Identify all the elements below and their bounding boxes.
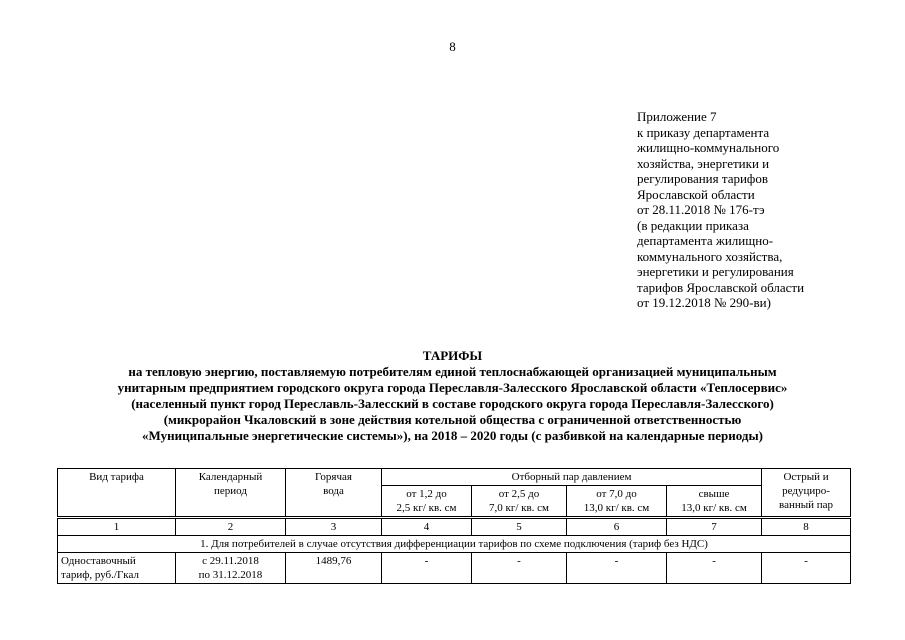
column-number: 7 — [667, 518, 762, 536]
header-hot-water: Горячая вода — [286, 469, 382, 518]
appendix-line: департамента жилищно- — [637, 233, 774, 248]
section-row — [58, 536, 851, 553]
cell-steam-1: - — [382, 553, 472, 584]
cell-tariff-type: Одноставочный тариф, руб./Гкал — [58, 553, 176, 584]
title-line: унитарным предприятием городского округа города Переславля-Залесского Ярославской области «Теплосервис» — [117, 380, 788, 395]
appendix-line: энергетики и регулирования — [637, 264, 794, 279]
column-number: 1 — [58, 518, 176, 536]
cell-steam-2: - — [472, 553, 567, 584]
document-title — [0, 348, 905, 444]
cell-sharp-steam: - — [762, 553, 851, 584]
appendix-line: Ярославской области — [637, 186, 755, 202]
appendix-line: (в редакции приказа — [637, 217, 749, 233]
cell-steam-4: - — [667, 553, 762, 584]
table-row — [58, 553, 851, 584]
appendix-line: Приложение 7 — [637, 109, 717, 124]
header-row — [58, 469, 851, 486]
section-title: 1. Для потребителей в случае отсутствия дифференциации тарифов по схеме подключения (тариф без НДС) — [58, 536, 851, 553]
column-number: 3 — [286, 518, 382, 536]
appendix-line: к приказу департамента — [637, 124, 770, 140]
appendix-line: от 19.12.2018 № 290-ви) — [637, 295, 771, 310]
cell-hot-water: 1489,76 — [286, 553, 382, 584]
appendix-line: жилищно-коммунального — [637, 140, 780, 155]
appendix-line: хозяйства, энергетики и — [637, 155, 770, 171]
cell-steam-3: - — [567, 553, 667, 584]
appendix-line: от 28.11.2018 № 176-тэ — [637, 202, 765, 217]
header-period: Календарный период — [176, 469, 286, 518]
page-number: 8 — [449, 39, 456, 54]
appendix-note — [637, 109, 887, 311]
column-number-row — [58, 518, 851, 536]
column-number: 8 — [762, 518, 851, 536]
appendix-line: коммунального хозяйства, — [637, 248, 783, 264]
title-heading: ТАРИФЫ — [422, 348, 483, 363]
header-steam-2: от 2,5 до 7,0 кг/ кв. см — [472, 486, 567, 518]
header-sharp-steam: Острый и редуциро- ванный пар — [762, 469, 851, 518]
cell-period: с 29.11.2018 по 31.12.2018 — [176, 553, 286, 584]
header-steam-group: Отборный пар давлением — [382, 469, 762, 486]
title-line: (населенный пункт город Переславль-Залесский в составе городского округа города Переславля-Залесского) — [131, 396, 774, 411]
header-steam-3: от 7,0 до 13,0 кг/ кв. см — [567, 486, 667, 518]
title-line: «Муниципальные энергетические системы»), на 2018 – 2020 годы (с разбивкой на календарные периоды) — [142, 428, 763, 443]
title-line: (микрорайон Чкаловский в зоне действия котельной общества с ограниченной ответственностью — [163, 412, 742, 427]
tariffs-table — [57, 468, 851, 584]
header-steam-1: от 1,2 до 2,5 кг/ кв. см — [382, 486, 472, 518]
column-number: 6 — [567, 518, 667, 536]
title-line: на тепловую энергию, поставляемую потребителям единой теплоснабжающей организацией муниципальным — [128, 364, 777, 379]
header-steam-4: свыше 13,0 кг/ кв. см — [667, 486, 762, 518]
column-number: 2 — [176, 518, 286, 536]
column-number: 4 — [382, 518, 472, 536]
column-number: 5 — [472, 518, 567, 536]
appendix-line: регулирования тарифов — [637, 171, 768, 186]
header-tariff-type: Вид тарифа — [58, 469, 176, 518]
appendix-line: тарифов Ярославской области — [637, 279, 805, 295]
